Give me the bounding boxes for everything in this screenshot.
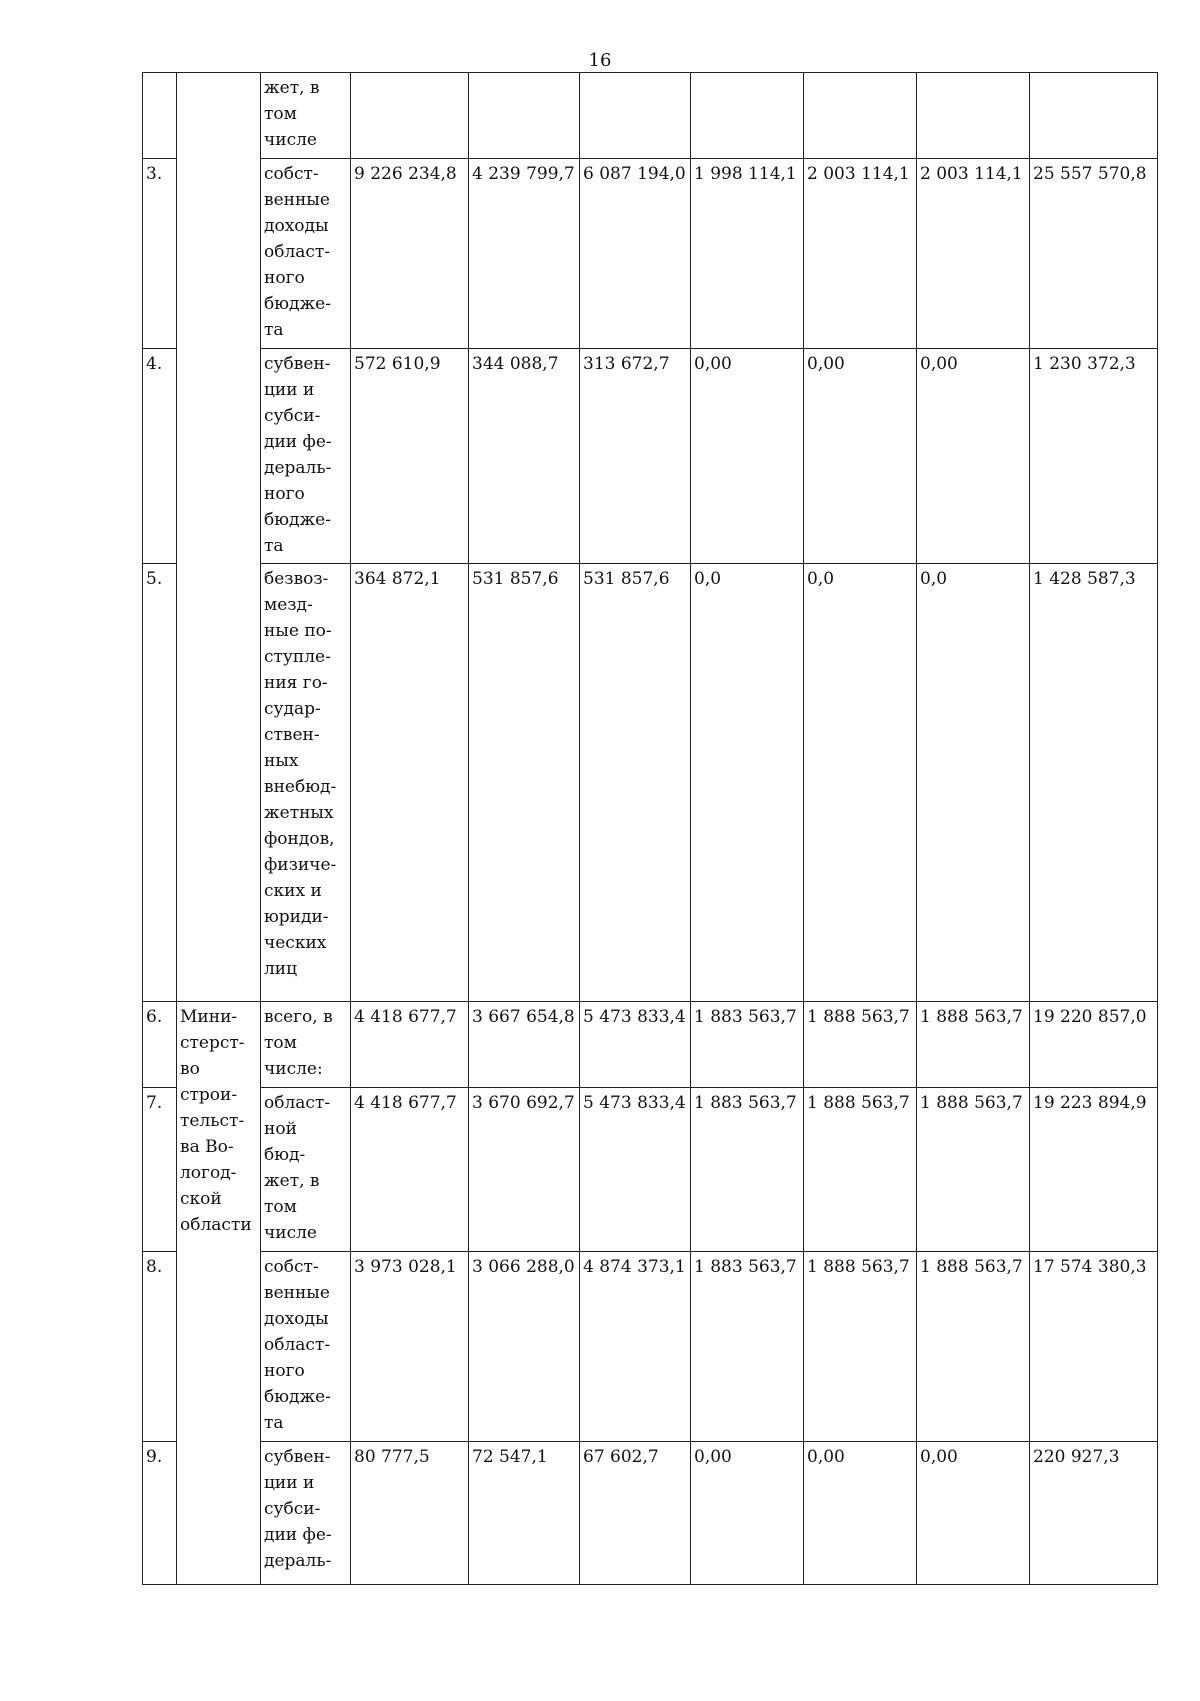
total-cell: 19 223 894,9 — [1030, 1088, 1158, 1252]
value-cell: 3 973 028,1 — [351, 1252, 469, 1442]
table-row — [143, 564, 1158, 1002]
value-cell: 2 003 114,1 — [804, 159, 917, 349]
row-label: безвоз- мезд- ные по- ступле- ния го- судар- ствен- ных внебюд- жетных фондов, физиче- ских и юриди- ческих лиц — [261, 564, 351, 1002]
value-cell: 0,00 — [917, 349, 1030, 564]
organization-cell: Мини- стерст- во строи- тельст- ва Во- логод- ской области — [177, 1002, 261, 1585]
value-cell: 1 888 563,7 — [804, 1088, 917, 1252]
table-row — [143, 1252, 1158, 1442]
row-index: 9. — [143, 1442, 177, 1585]
table-row — [143, 1002, 1158, 1088]
value-cell: 1 883 563,7 — [691, 1252, 804, 1442]
value-cell: 0,00 — [804, 1442, 917, 1585]
table-row — [143, 1442, 1158, 1585]
value-cell: 2 003 114,1 — [917, 159, 1030, 349]
table-row — [143, 159, 1158, 349]
row-index: 6. — [143, 1002, 177, 1088]
row-label: субвен- ции и субси- дии фе- дераль- ного бюдже- та — [261, 349, 351, 564]
row-label: субвен- ции и субси- дии фе- дераль- — [261, 1442, 351, 1585]
value-cell: 4 874 373,1 — [580, 1252, 691, 1442]
total-cell: 1 230 372,3 — [1030, 349, 1158, 564]
value-cell — [580, 73, 691, 159]
value-cell: 0,00 — [691, 349, 804, 564]
value-cell: 5 473 833,4 — [580, 1088, 691, 1252]
value-cell: 9 226 234,8 — [351, 159, 469, 349]
value-cell: 364 872,1 — [351, 564, 469, 1002]
value-cell: 72 547,1 — [469, 1442, 580, 1585]
row-label: собст- венные доходы област- ного бюдже- та — [261, 159, 351, 349]
row-index — [143, 73, 177, 159]
total-cell: 1 428 587,3 — [1030, 564, 1158, 1002]
value-cell: 3 667 654,8 — [469, 1002, 580, 1088]
value-cell: 1 888 563,7 — [917, 1088, 1030, 1252]
row-label: област- ной бюд- жет, в том числе — [261, 1088, 351, 1252]
row-index: 4. — [143, 349, 177, 564]
value-cell: 1 888 563,7 — [917, 1252, 1030, 1442]
value-cell: 80 777,5 — [351, 1442, 469, 1585]
value-cell: 1 883 563,7 — [691, 1002, 804, 1088]
value-cell: 0,0 — [804, 564, 917, 1002]
value-cell: 1 888 563,7 — [804, 1252, 917, 1442]
value-cell: 0,00 — [804, 349, 917, 564]
value-cell: 5 473 833,4 — [580, 1002, 691, 1088]
value-cell — [351, 73, 469, 159]
value-cell: 313 672,7 — [580, 349, 691, 564]
value-cell: 4 239 799,7 — [469, 159, 580, 349]
row-index: 5. — [143, 564, 177, 1002]
value-cell: 1 883 563,7 — [691, 1088, 804, 1252]
value-cell: 1 888 563,7 — [804, 1002, 917, 1088]
value-cell: 4 418 677,7 — [351, 1002, 469, 1088]
row-label: жет, в том числе — [261, 73, 351, 159]
value-cell — [691, 73, 804, 159]
table-row — [143, 73, 1158, 159]
row-label: собст- венные доходы област- ного бюдже- та — [261, 1252, 351, 1442]
value-cell — [917, 73, 1030, 159]
value-cell: 1 998 114,1 — [691, 159, 804, 349]
value-cell: 6 087 194,0 — [580, 159, 691, 349]
value-cell: 344 088,7 — [469, 349, 580, 564]
total-cell: 25 557 570,8 — [1030, 159, 1158, 349]
value-cell: 0,00 — [917, 1442, 1030, 1585]
value-cell: 0,0 — [691, 564, 804, 1002]
total-cell: 17 574 380,3 — [1030, 1252, 1158, 1442]
table-row — [143, 1088, 1158, 1252]
row-label: всего, в том числе: — [261, 1002, 351, 1088]
value-cell: 531 857,6 — [469, 564, 580, 1002]
page-number: 16 — [588, 50, 612, 71]
row-index: 3. — [143, 159, 177, 349]
value-cell: 1 888 563,7 — [917, 1002, 1030, 1088]
value-cell: 3 670 692,7 — [469, 1088, 580, 1252]
value-cell: 0,0 — [917, 564, 1030, 1002]
value-cell: 0,00 — [691, 1442, 804, 1585]
row-index: 8. — [143, 1252, 177, 1442]
total-cell: 19 220 857,0 — [1030, 1002, 1158, 1088]
budget-table — [142, 72, 1158, 1585]
table-row — [143, 349, 1158, 564]
value-cell — [469, 73, 580, 159]
organization-cell — [177, 73, 261, 1002]
value-cell: 531 857,6 — [580, 564, 691, 1002]
value-cell — [804, 73, 917, 159]
value-cell: 4 418 677,7 — [351, 1088, 469, 1252]
value-cell: 3 066 288,0 — [469, 1252, 580, 1442]
value-cell: 67 602,7 — [580, 1442, 691, 1585]
total-cell: 220 927,3 — [1030, 1442, 1158, 1585]
total-cell — [1030, 73, 1158, 159]
row-index: 7. — [143, 1088, 177, 1252]
value-cell: 572 610,9 — [351, 349, 469, 564]
